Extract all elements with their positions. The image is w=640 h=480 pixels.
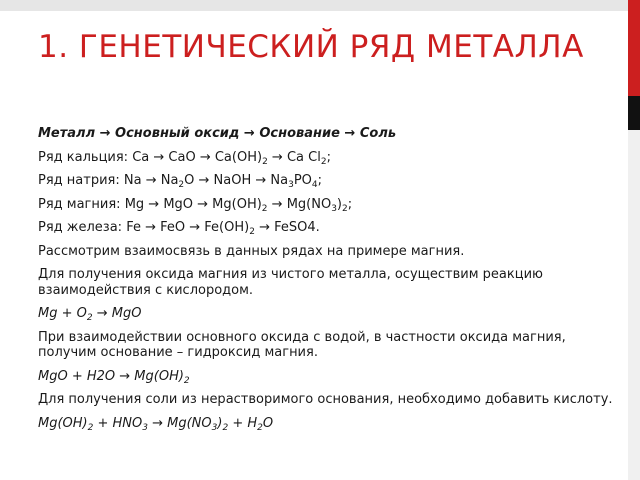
row-calcium <box>38 150 613 166</box>
equation-2 <box>38 369 613 385</box>
consider-text: Рассмотрим взаимосвязь в данных рядах на примере магния. <box>38 243 465 259</box>
subscript: 2 <box>262 156 268 167</box>
text-fragment: Mg(OH) <box>38 415 88 431</box>
text-fragment: Ряд магния: <box>38 196 121 212</box>
text-fragment: Ряд железа: <box>38 220 123 235</box>
right-accent-dark <box>628 96 640 130</box>
subscript: 2 <box>87 422 94 433</box>
text-fragment: Ряд натрия: <box>38 173 120 188</box>
text-fragment: → Mg(NO <box>147 415 212 431</box>
scheme-line: Металл → Основный оксид → Основание → Соль <box>38 126 397 141</box>
subscript: 3 <box>211 422 218 433</box>
equation-3 <box>38 416 613 432</box>
subscript: 2 <box>257 422 263 433</box>
subscript: 2 <box>342 203 348 214</box>
subscript: 3 <box>331 203 337 214</box>
text-fragment: + HNO <box>93 415 143 431</box>
text-fragment: → Mg(NO <box>267 196 332 212</box>
text-fragment: MgO + H2O → Mg(OH) <box>38 368 184 384</box>
text-fragment: → FeSO4. <box>254 220 320 235</box>
text-fragment: PO <box>293 173 312 188</box>
row-sodium <box>38 173 613 189</box>
text-fragment: + H <box>228 415 258 431</box>
top-decor-bar <box>0 0 628 11</box>
text-fragment: → Ca Cl <box>267 149 321 165</box>
text-fragment: ) <box>217 415 223 431</box>
right-accent-red <box>628 0 640 96</box>
subscript: 3 <box>142 422 148 433</box>
subscript: 2 <box>86 313 93 323</box>
salt-text: Для получения соли из нерастворимого основания, необходимо добавить кислоту. <box>38 392 613 407</box>
slide-content <box>38 126 613 439</box>
text-fragment: Na → Na <box>123 173 179 188</box>
subscript: 4 <box>311 180 318 190</box>
row-iron <box>38 220 613 236</box>
subscript: 2 <box>183 375 190 386</box>
slide-title: 1. ГЕНЕТИЧЕСКИЙ РЯД МЕТАЛЛА <box>38 29 584 65</box>
text-fragment: O → NaOH → Na <box>184 173 289 188</box>
subscript: 2 <box>222 422 229 433</box>
subscript: 2 <box>261 203 268 214</box>
text-fragment: Mg → MgO → Mg(OH) <box>124 196 262 212</box>
text-fragment: Ca → CaO → Ca(OH) <box>132 149 263 165</box>
equation-1 <box>38 306 613 322</box>
text-fragment: O <box>262 415 274 431</box>
text-fragment: Fe → FeO → Fe(OH) <box>126 220 250 235</box>
row-magnesium <box>38 197 613 213</box>
base-text: При взаимодействии основного оксида с водой, в частности оксида магния, получим основание – гидроксид магния. <box>38 329 566 360</box>
text-fragment: → MgO <box>92 306 142 321</box>
text-fragment: ; <box>317 173 323 188</box>
text-fragment: ; <box>347 196 353 212</box>
text-fragment: Ряд кальция: <box>38 149 129 165</box>
text-fragment: Mg + O <box>38 306 87 321</box>
subscript: 2 <box>249 227 255 237</box>
subscript: 3 <box>288 180 294 190</box>
text-fragment: ; <box>326 149 331 165</box>
subscript: 2 <box>320 156 327 167</box>
text-fragment: ) <box>336 196 342 212</box>
subscript: 2 <box>178 180 185 190</box>
oxide-text: Для получения оксида магния из чистого металла, осуществим реакцию взаимодействия с кислородом. <box>38 267 543 298</box>
